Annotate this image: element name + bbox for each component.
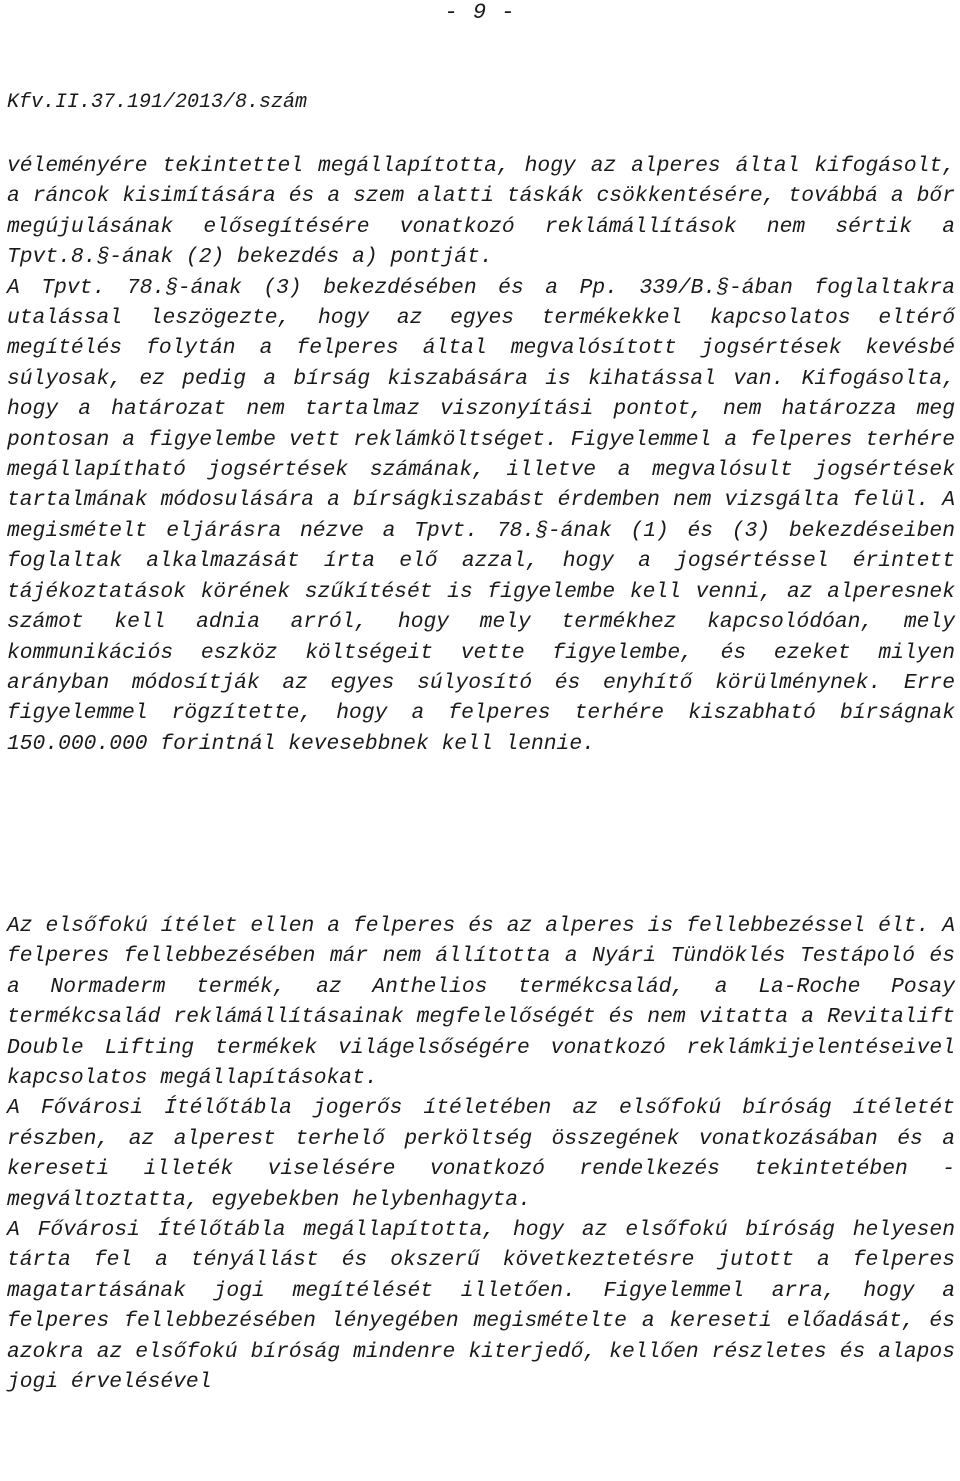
case-number: Kfv.II.37.191/2013/8.szám <box>7 91 308 114</box>
paragraph-4: A Fővárosi Ítélőtábla jogerős ítéletében az elsőfokú bíróság ítéletét részben, az alperest terhelő perköltség összegének vonatkozásában és a kereseti illeték viselésére vonatkozó rendelkezés tekintetében - megváltoztatta, egyebekben helybenhagyta. <box>7 1096 955 1212</box>
body-section-2 <box>7 911 955 1398</box>
paragraph-1: véleményére tekintettel megállapította, hogy az alperes által kifogásolt, a ráncok kisimítására és a szem alatti táskák csökkentésére, továbbá a bőr megújulásának elősegítésére vonatkozó reklámállítások nem sértik a Tpvt.8.§-ának (2) bekezdés a) pontját. <box>7 154 955 270</box>
paragraph-5: A Fővárosi Ítélőtábla megállapította, hogy az elsőfokú bíróság helyesen tárta fel a tényállást és okszerű következtetésre jutott a felperes magatartásának jogi megítélését illetően. Figyelemmel arra, hogy a felperes fellebbezésében lényegében megismételte a kereseti előadását, és azokra az elsőfokú bíróság mindenre kiterjedő, kellően részletes és alapos jogi érvelésével <box>7 1218 955 1395</box>
paragraph-2: A Tpvt. 78.§-ának (3) bekezdésében és a Pp. 339/B.§-ában foglaltakra utalással leszögezte, hogy az egyes termékekkel kapcsolatos eltérő megítélés folytán a felperes által megvalósított jogsértések kevésbé súlyosak, ez pedig a bírság kiszabására is kihatással van. Kifogásolta, hogy a határozat nem tartalmaz viszonyítási pontot, nem határozza meg pontosan a figyelembe vett reklámköltséget. Figyelemmel a felperes terhére megállapítható jogsértések számának, illetve a megvalósult jogsértések tartalmának módosulására a bírságkiszabást érdemben nem vizsgálta felül. A megismételt eljárásra nézve a Tpvt. 78.§-ának (1) és (3) bekezdéseiben foglaltak alkalmazását írta elő azzal, hogy a jogsértéssel érintett tájékoztatások körének szűkítését is figyelembe kell venni, az alperesnek számot kell adnia arról, hogy mely termékhez kapcsolódóan, mely kommunikációs eszköz költségeit vette figyelembe, és ezeket milyen arányban módosítják az egyes súlyosító és enyhítő körülménynek. Erre figyelemmel rögzítette, hogy a felperes terhére kiszabható bírságnak 150.000.000 forintnál kevesebbnek kell lennie. <box>7 275 955 756</box>
body-section-1 <box>7 151 955 759</box>
paragraph-3: Az elsőfokú ítélet ellen a felperes és az alperes is fellebbezéssel élt. A felperes fellebbezésében már nem állította a Nyári Tündöklés Testápoló és a Normaderm termék, az Anthelios termékcsalád, a La-Roche Posay termékcsalád reklámállításainak megfelelőségét és nem vitatta a Revitalift Double Lifting termékek világelsőségére vonatkozó reklámkijelentéseivel kapcsolatos megállapításokat. <box>7 914 955 1091</box>
page-number: - 9 - <box>444 0 516 25</box>
